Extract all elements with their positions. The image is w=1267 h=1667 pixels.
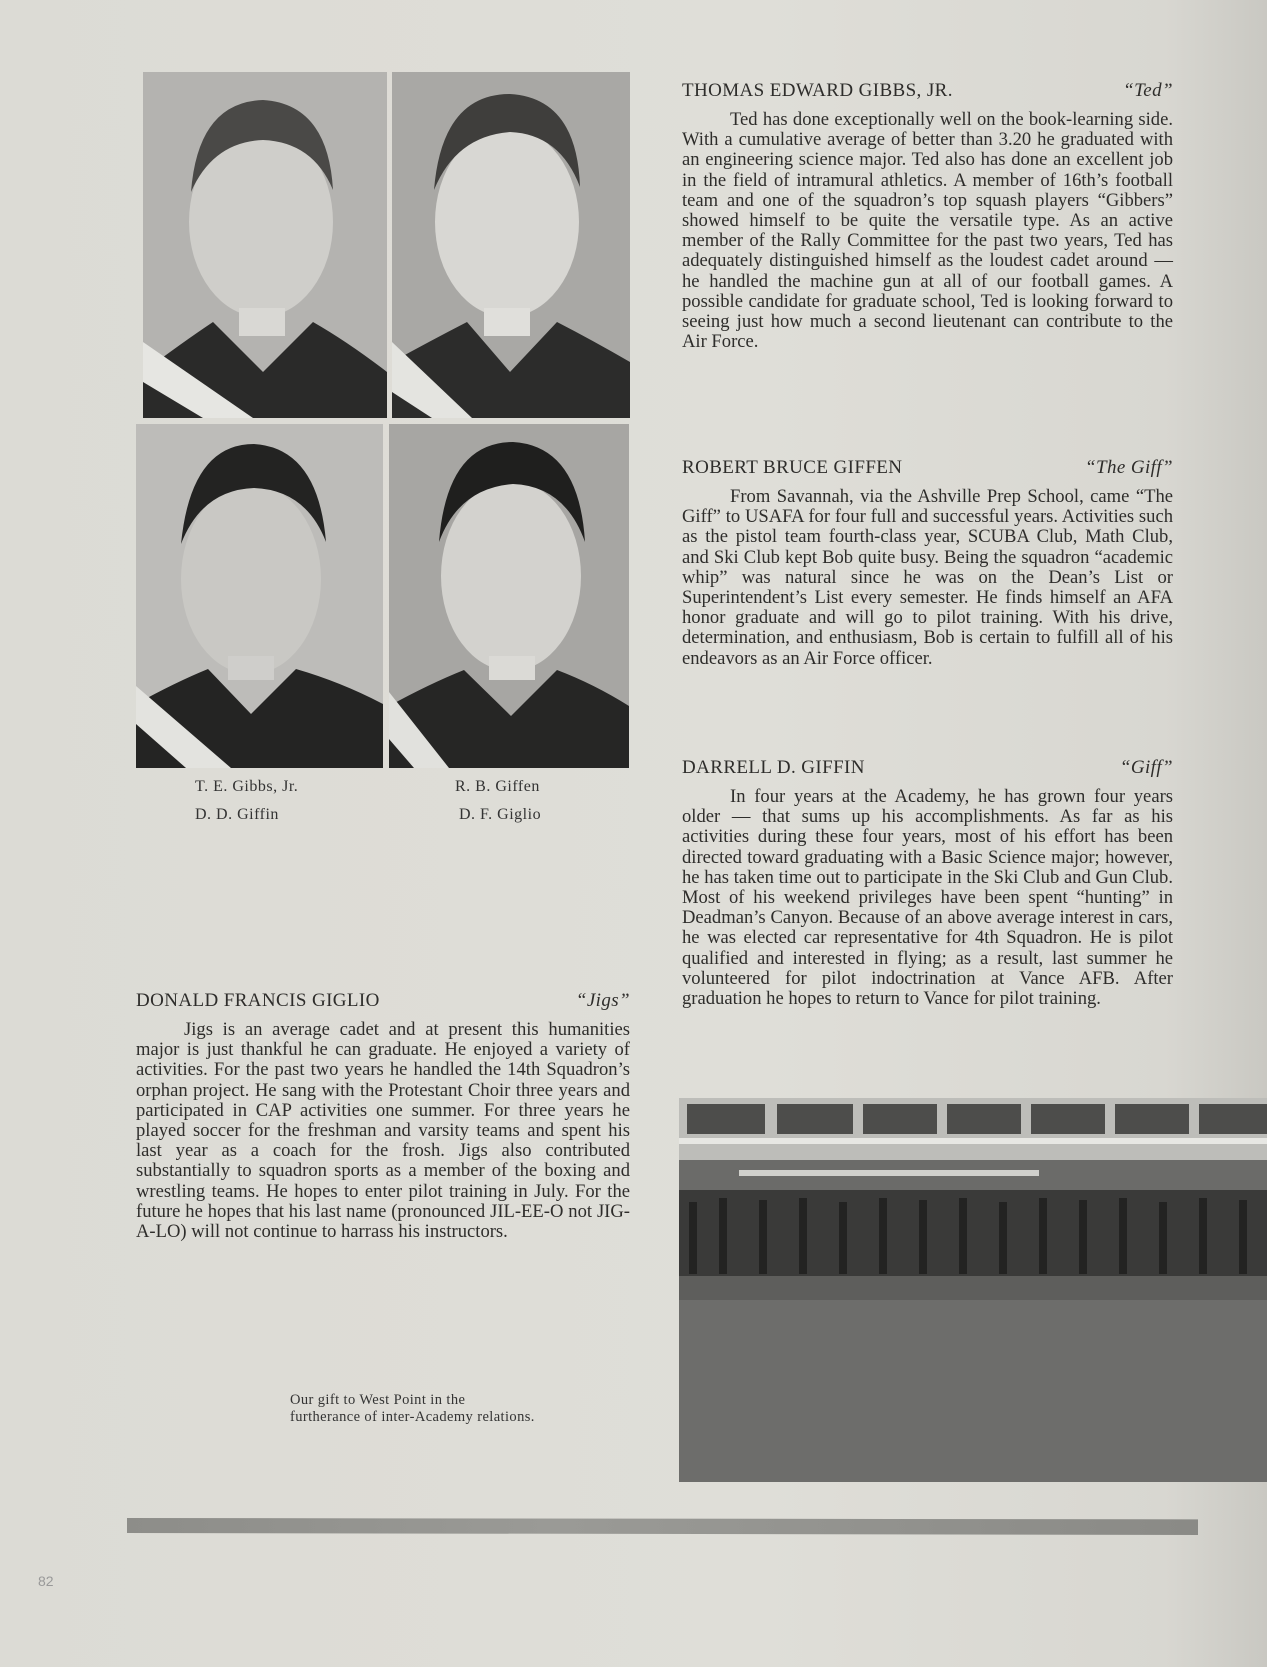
entry-name: ROBERT BRUCE GIFFEN (682, 457, 903, 478)
entry-name: THOMAS EDWARD GIBBS, JR. (682, 80, 953, 101)
photo-caption-line-2: furtherance of inter-Academy relations. (290, 1409, 535, 1425)
entry-name: DONALD FRANCIS GIGLIO (136, 990, 380, 1011)
page-number: 82 (38, 1573, 54, 1589)
portrait-giglio (389, 424, 629, 768)
entry-nickname: “Jigs” (575, 990, 630, 1011)
caption-gibbs: T. E. Gibbs, Jr. (195, 778, 299, 795)
photo-caption (290, 1392, 535, 1426)
photo-caption-line-1: Our gift to West Point in the (290, 1392, 466, 1408)
caption-giglio: D. F. Giglio (459, 806, 542, 823)
entry-giffen (682, 457, 1173, 669)
portrait-gibbs (143, 72, 387, 418)
caption-giffen: R. B. Giffen (455, 778, 540, 795)
entry-nickname: “Ted” (1123, 80, 1173, 101)
caption-giffin: D. D. Giffin (195, 806, 279, 823)
entry-gibbs (682, 80, 1173, 352)
entry-bio: From Savannah, via the Ashville Prep School, came “The Giff” to USAFA for four full and successful years. Activities such as the pistol team fourth-class year, SCUBA Club, Math Club, and Ski Club kept Bob quite busy. Being the squadron “academic whip” was natural since he was on the Dean’s List or Superintendent’s List every semester. He finds himself an AFA honor graduate and will go to pilot training. With his drive, determination, and enthusiasm, Bob is certain to fulfill all of his endeavors as an Air Force officer. (682, 486, 1173, 669)
entry-bio: In four years at the Academy, he has grown four years older — that sums up his accomplishments. As far as his activities during these four years, most of his effort has been directed toward graduating with a Basic Science major; however, he has taken time out to participate in the Ski Club and Gun Club. Most of his weekend privileges have been spent “hunting” in Deadman’s Canyon. Because of an above average interest in cars, he was elected car representative for 4th Squadron. He is pilot qualified and interested in flying; as a result, last summer he volunteered for pilot indoctrination at Vance AFB. After graduation he hopes to return to Vance for pilot training. (682, 786, 1173, 1010)
entry-bio: Jigs is an average cadet and at present this humanities major is just thankful he can graduate. He enjoyed a variety of activities. For the past two years he handled the 14th Squadron’s orphan project. He sang with the Protestant Choir three years and participated in CAP activities one summer. For three years he played soccer for the freshman and varsity teams and spent his last year as a coach for the frosh. Jigs also contributed substantially to squadron sports as a member of the boxing and wrestling teams. He hopes to enter pilot training in July. For the future he hopes that his last name (pronounced JIL-EE-O not JIG-A-LO) will not continue to harrass his instructors. (136, 1019, 630, 1243)
portrait-giffin (136, 424, 383, 768)
parade-photo (679, 1098, 1267, 1482)
entry-bio: Ted has done exceptionally well on the book-learning side. With a cumulative average of better than 3.20 he graduated with an engineering science major. Ted also has done an excellent job in the field of intramural athletics. A member of 16th’s football team and one of the squadron’s top squash players “Gibbers” showed himself to be quite the versatile type. As an active member of the Rally Committee for the past two years, Ted has adequately distinguished himself as the loudest cadet around — he handled the machine gun at all of our football games. A possible candidate for graduate school, Ted is looking forward to seeing just how much a second lieutenant can contribute to the Air Force. (682, 109, 1173, 353)
entry-nickname: “Giff” (1119, 757, 1173, 778)
entry-giglio (136, 990, 630, 1242)
decorative-rule (127, 1518, 1198, 1535)
entry-giffin (682, 757, 1173, 1009)
entry-nickname: “The Giff” (1085, 457, 1173, 478)
portrait-giffen (392, 72, 630, 418)
entry-name: DARRELL D. GIFFIN (682, 757, 865, 778)
